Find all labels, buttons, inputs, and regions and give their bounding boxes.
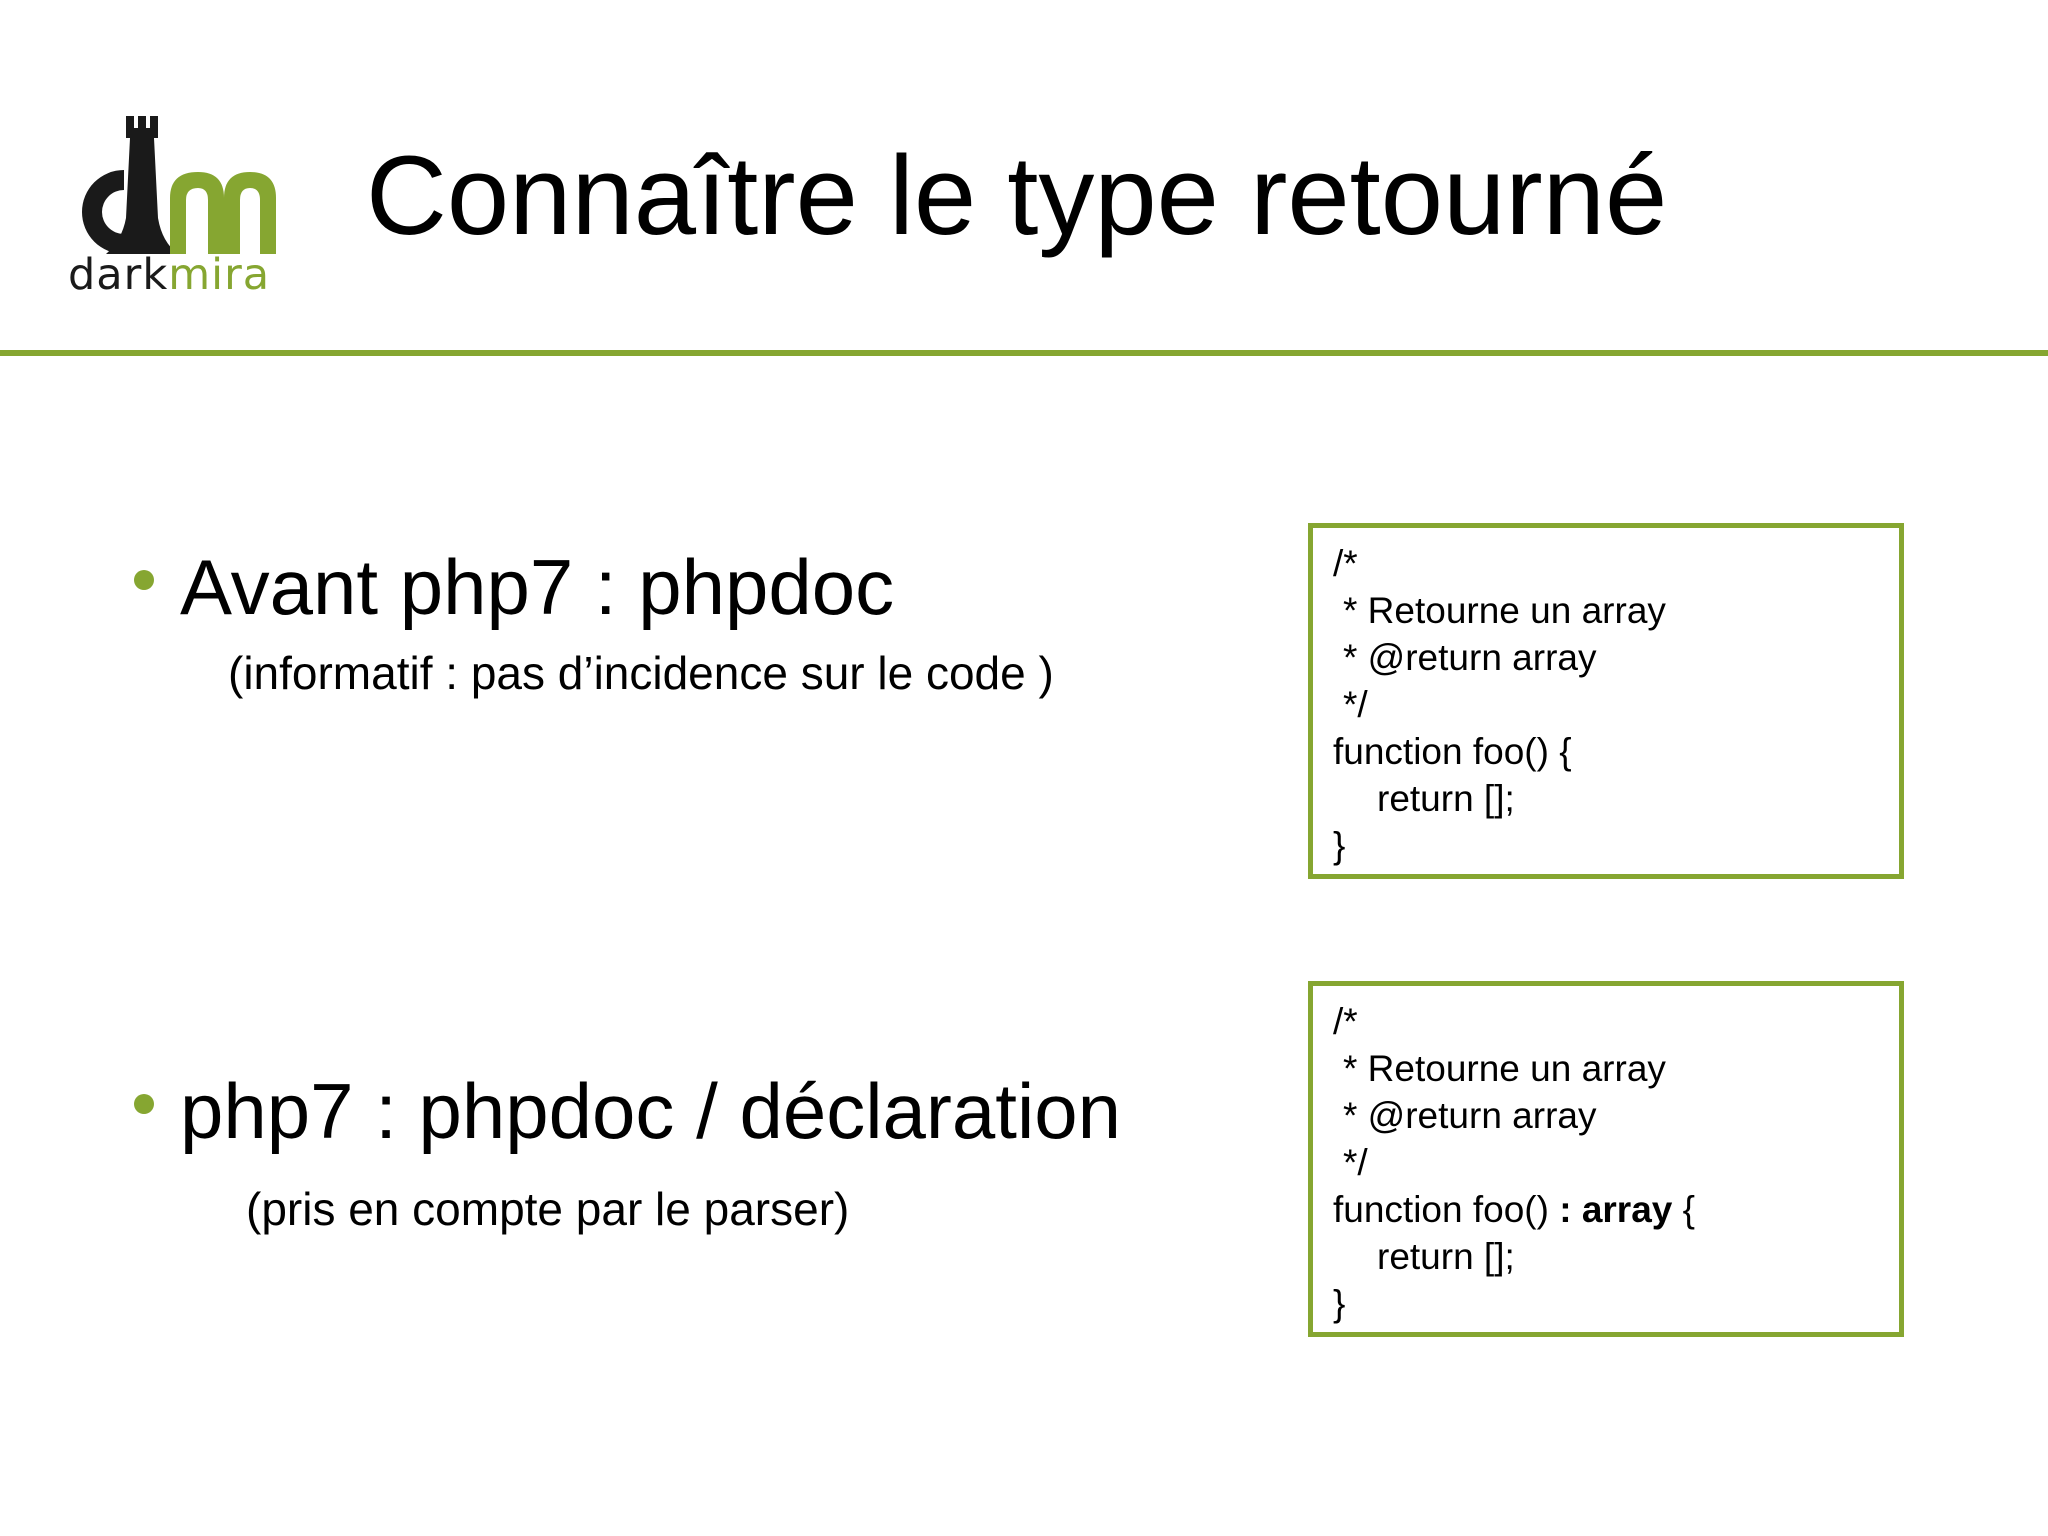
- darkmira-logo-mark: [66, 108, 286, 258]
- bullet-text: Avant php7 : phpdoc: [180, 543, 895, 631]
- title-divider: [0, 350, 2048, 356]
- logo-word-mira: mira: [168, 250, 271, 300]
- bullet-1-note: (informatif : pas d’incidence sur le code ): [228, 647, 1054, 699]
- slide-title: Connaître le type retourné: [366, 133, 1668, 258]
- code-line: */: [1343, 1142, 1368, 1183]
- bullet-dot-icon: [134, 570, 154, 590]
- darkmira-logo: [66, 108, 286, 304]
- bullet-2-note: (pris en compte par le parser): [246, 1183, 850, 1235]
- code-return-type: : array: [1559, 1189, 1673, 1230]
- code-line: function foo() {: [1333, 731, 1572, 772]
- logo-word-dark: dark: [68, 250, 169, 300]
- code-line: return [];: [1377, 778, 1515, 819]
- code-line-signature: [1333, 1186, 1899, 1233]
- bullet-text: php7 : phpdoc / déclaration: [180, 1067, 1122, 1155]
- code-box-phpdoc: [1308, 523, 1904, 879]
- code-line: * Retourne un array: [1343, 590, 1666, 631]
- code-box-declaration: [1308, 981, 1904, 1337]
- code-line: * @return array: [1343, 1095, 1597, 1136]
- code-line: /*: [1333, 543, 1358, 584]
- logo-wordmark: [68, 250, 271, 300]
- code-line: }: [1333, 825, 1346, 866]
- code-function-signature: function foo(): [1333, 1189, 1549, 1230]
- code-line: * @return array: [1343, 637, 1597, 678]
- bullet-dot-icon: [134, 1094, 154, 1114]
- code-line: * Retourne un array: [1343, 1048, 1666, 1089]
- code-open-brace: {: [1672, 1189, 1696, 1230]
- code-line: }: [1333, 1283, 1346, 1324]
- code-line: return [];: [1377, 1236, 1515, 1277]
- code-line: */: [1343, 684, 1368, 725]
- code-line: /*: [1333, 1001, 1358, 1042]
